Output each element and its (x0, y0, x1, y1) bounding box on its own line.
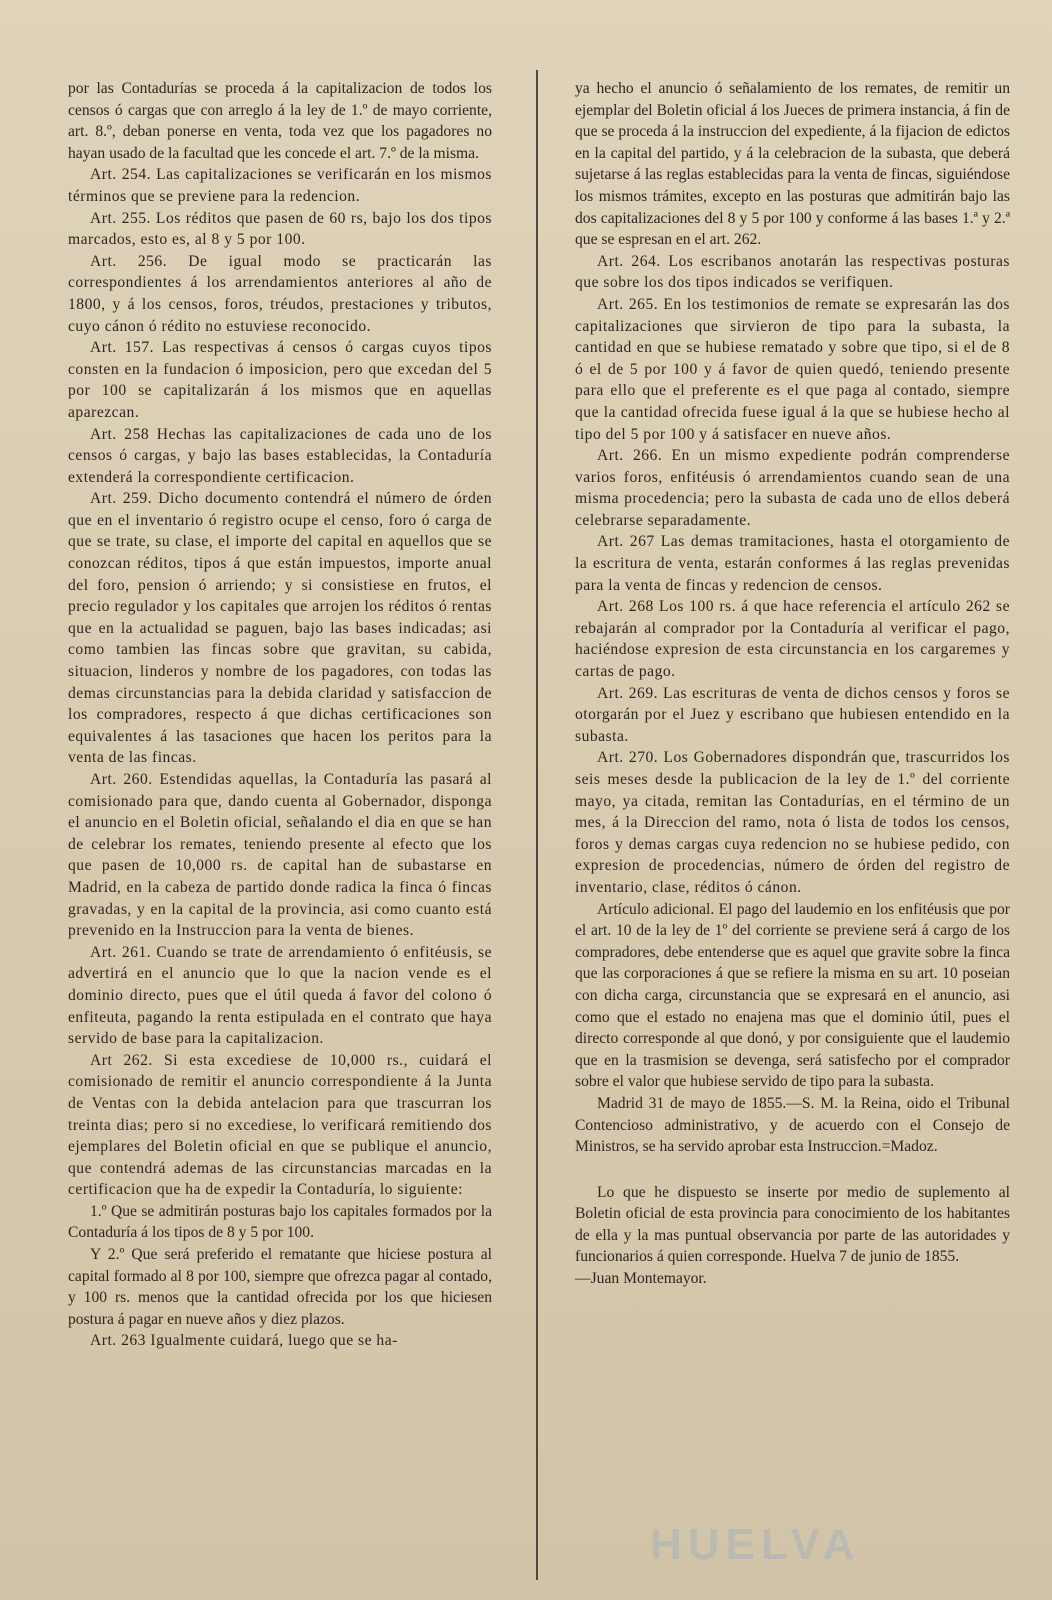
article-267: Art. 267 Las demas tramitaciones, hasta el otorgamiento de la escritura de venta, estarán conformes á las reglas prevenidas para la venta de fincas y redencion de censos. (575, 533, 1010, 594)
article-258: Art. 258 Hechas las capitalizaciones de cada uno de los censos ó cargas, y bajo las bases establecidas, la Contaduría extenderá la correspondiente certificacion. (68, 425, 492, 486)
article-259: Art. 259. Dicho documento contendrá el número de órden que en el inventario ó registro ocupe el censo, foro ó carga de que se trate, su clase, el importe del capital en aquellos que se conozcan réditos, tipos á que están impuestos, importe anual del foro, pension ó arriendo; y si consistiese en frutos, el precio regulador y los capitales que arrojen los réditos ó rentas que en la actualidad se paguen, bajo las bases indicadas; asi como tambien las fincas sobre que gravitan, su cabida, situacion, linderos y nombre de los pagadores, con todas las demas circunstancias para la debida claridad y satisfaccion de los compradores, respecto á que dichas certificaciones son equivalentes á las tasaciones que hacen los peritos para la venta de las fincas. (68, 490, 492, 767)
article-262-item-1: 1.º Que se admitirán posturas bajo los capitales formados por la Contaduría á los tipos de 8 y 5 por 100. (68, 1202, 492, 1242)
left-column (68, 78, 492, 1352)
article-269: Art. 269. Las escrituras de venta de dichos censos y foros se otorgarán por el Juez y escribano que hubiesen entendido en la subasta. (575, 684, 1010, 745)
article-255: Art. 255. Los réditos que pasen de 60 rs, bajo los dos tipos marcados, esto es, al 8 y 5 por 100. (68, 209, 492, 249)
article-256: Art. 256. De igual modo se practicarán las correspondientes á los arrendamientos anteriores al año de 1800, y á los censos, foros, tréudos, prestaciones y tributos, cuyo cánon ó rédito no estuviese reconocido. (68, 252, 492, 335)
watermark-text: HUELVA (650, 1520, 861, 1569)
huelva-notice: Lo que he dispuesto se inserte por medio de suplemento al Boletin oficial de esta provincia para conocimiento de los habitantes de ella y la mas puntual observancia por parte de las autoridades y funcionarios á quien corresponde. Huelva 7 de junio de 1855. (575, 1183, 1010, 1266)
article-263-start: Art. 263 Igualmente cuidará, luego que se ha- (90, 1332, 398, 1350)
right-column (575, 78, 1010, 1290)
article-265: Art. 265. En los testimonios de remate se expresarán las dos capitalizaciones que sirvieron de tipo para la subasta, la cantidad en que se hubiese rematado y sobre que tipo, si el de 8 ó el de 5 por 100 y á favor de quien quedó, teniendo presente para ello que el preferente es el que paga al contado, siempre que la cantidad ofrecida fuese igual á la que se hubiese hecho al tipo del 5 por 100 y á satisfacer en nueve años. (575, 295, 1010, 443)
article-268: Art. 268 Los 100 rs. á que hace referencia el artículo 262 se rebajarán al comprador por la Contaduría al verificar el pago, haciéndose expresion de esta circunstancia en los cargaremes y cartas de pago. (575, 598, 1010, 681)
additional-article: Artículo adicional. El pago del laudemio en los enfitéusis que por el art. 10 de la ley de 1º del corriente se previene será á cargo de los compradores, debe entenderse que es aquel que gravite sobre la finca que las corporaciones á que se refiere la misma en su art. 10 poseian con dicha carga, circunstancia que se expresará en el anuncio, asi como que el estado no enajena mas que el dominio útil, pues el directo corresponde al que donó, y por consiguiente que el laudemio que en la trasmision se devenga, será satisfecho por el comprador sobre el valor que hubiese servido de tipo para la subasta. (575, 900, 1010, 1091)
column-divider (536, 70, 538, 1580)
madrid-approval: Madrid 31 de mayo de 1855.—S. M. la Reina, oido el Tribunal Contencioso administrativo, y de acuerdo con el Consejo de Ministros, se ha servido aprobar esta Instruccion.=Madoz. (575, 1094, 1010, 1156)
article-260: Art. 260. Estendidas aquellas, la Contaduría las pasará al comisionado para que, dando cuenta al Gobernador, disponga el anuncio en el Boletin oficial, señalando el dia en que se han de celebrar los remates, teniendo presente al efecto que los que pasen de 10,000 rs. de capital han de subastarse en Madrid, en la cabeza de partido donde radica la finca ó fincas gravadas, y en la capital de la provincia, asi como cuanto está prevenido en la Instruccion para la venta de bienes. (68, 771, 492, 940)
article-262: Art 262. Si esta excediese de 10,000 rs., cuidará el comisionado de remitir el anuncio correspondiente á la Junta de Ventas con la debida antelacion para que trascurran los treinta dias; pero si no excediese, lo verificará remitiendo dos ejemplares del Boletin oficial en que se publique el anuncio, que contendrá ademas de las circunstancias marcadas en la certificacion que ha de expedir la Contaduría, lo siguiente: (68, 1051, 492, 1199)
article-266: Art. 266. En un mismo expediente podrán comprenderse varios foros, enfitéusis ó arrendamientos cuando sean de una misma procedencia; pero la subasta de cada uno de ellos deberá celebrarse separadamente. (575, 447, 1010, 529)
signature: —Juan Montemayor. (575, 1270, 707, 1288)
article-263-continued: ya hecho el anuncio ó señalamiento de los remates, de remitir un ejemplar del Boletin oficial á los Jueces de primera instancia, á fin de que se proceda á la instruccion del expediente, á la fijacion de edictos en la capital del partido, y á la celebracion de la subasta, que deberá sujetarse á las reglas establecidas para la venta de fincas, siguiéndose los mismos trámites, excepto en las posturas que admitirán bajo las dos capitalizaciones del 8 y 5 por 100 y conforme á las bases 1.ª y 2.ª que se espresan en el art. 262. (575, 80, 1010, 249)
article-264: Art. 264. Los escribanos anotarán las respectivas posturas que sobre los dos tipos indicados se verifiquen. (575, 252, 1010, 292)
article-254: Art. 254. Las capitalizaciones se verificarán en los mismos términos que se previene para la redencion. (68, 166, 492, 205)
article-257: Art. 157. Las respectivas á censos ó cargas cuyos tipos consten en la fundacion ó imposicion, pero que excedan del 5 por 100 se capitalizarán á los mismos que en aquellas aparezcan. (68, 339, 492, 421)
article-261: Art. 261. Cuando se trate de arrendamiento ó enfitéusis, se advertirá en el anuncio que lo que la nacion vende es el dominio directo, pues que el útil queda á favor del colono ó enfiteuta, pagando la renta estipulada en el contrato que haya servido de base para la capitalizacion. (68, 943, 492, 1048)
paragraph-intro: por las Contadurías se proceda á la capitalizacion de todos los censos ó cargas que con arreglo á la ley de 1.º de mayo corriente, art. 8.º, deban ponerse en venta, toda vez que los pagadores no hayan usado de la facultad que les concede el art. 7.º de la misma. (68, 80, 492, 162)
article-270: Art. 270. Los Gobernadores dispondrán que, trascurridos los seis meses desde la publicacion de la ley de 1.º del corriente mayo, ya citada, remitan las Contadurías, en el término de un mes, á la Direccion del ramo, nota ó lista de todos los censos, foros y demas cargas cuya redencion no se hubiese pedido, con expresion de procedencias, número de órden del registro de inventario, clase, réditos ó cánon. (575, 749, 1010, 896)
article-262-item-2: Y 2.º Que será preferido el rematante que hiciese postura al capital formado al 8 por 100, siempre que ofrezca pagar al contado, y 100 rs. menos que la cantidad ofrecida por los que hiciesen postura á pagar en nueve años y diez plazos. (68, 1246, 492, 1328)
